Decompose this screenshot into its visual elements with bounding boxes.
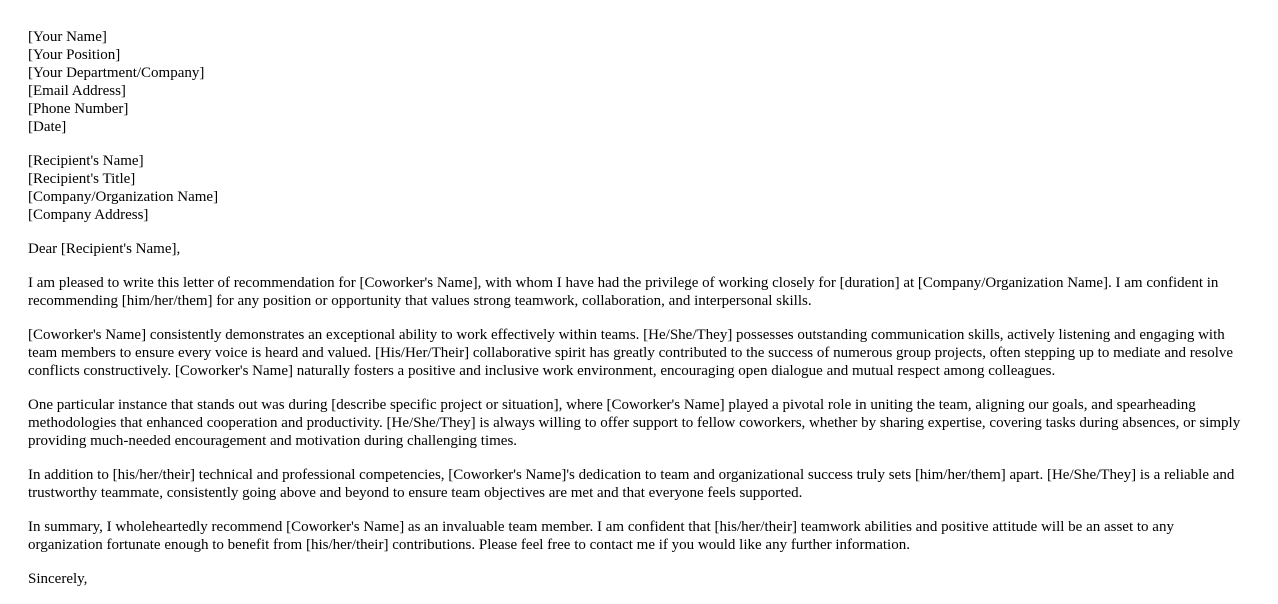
recipient-block [28,152,1250,224]
sender-email: [Email Address] [28,83,126,99]
paragraph-dedication: In addition to [his/her/their] technical and professional competencies, [Coworker's Name]'s dedication to team and organizational success truly sets [him/her/them] apart. [He/She/They] is a reliable and trustworthy teammate, consistently going above and beyond to ensure team objectives are met and that everyone feels supported. [28,467,1235,501]
sender-position: [Your Position] [28,47,121,63]
paragraph-teamwork: [Coworker's Name] consistently demonstrates an exceptional ability to work effectively within teams. [He/She/They] possesses outstanding communication skills, actively listening and engaging with team members to ensure every voice is heard and valued. [His/Her/Their] collaborative spirit has greatly contributed to the success of numerous group projects, often stepping up to mediate and resolve conflicts constructively. [Coworker's Name] naturally fosters a positive and inclusive work environment, encouraging open dialogue and mutual respect among colleagues. [28,327,1234,379]
sender-department: [Your Department/Company] [28,65,205,81]
closing: Sincerely, [28,571,88,587]
sender-phone: [Phone Number] [28,101,129,117]
recipient-title: [Recipient's Title] [28,171,136,187]
paragraph-summary: In summary, I wholeheartedly recommend [Coworker's Name] as an invaluable team member. I am confident that [his/her/their] teamwork abilities and positive attitude will be an asset to any organization fortunate enough to benefit from [his/her/their] contributions. Please feel free to contact me if you would like any further information. [28,519,1174,553]
recipient-address: [Company Address] [28,207,149,223]
letter-date: [Date] [28,119,67,135]
salutation: Dear [Recipient's Name], [28,241,181,257]
sender-block [28,28,1250,136]
paragraph-example: One particular instance that stands out was during [describe specific project or situation], where [Coworker's Name] played a pivotal role in uniting the team, aligning our goals, and spearheading methodologies that enhanced cooperation and productivity. [He/She/They] is always willing to offer support to fellow coworkers, whether by sharing expertise, covering tasks during absences, or simply providing much-needed encouragement and motivation during challenging times. [28,397,1241,449]
recipient-name: [Recipient's Name] [28,153,144,169]
sender-name: [Your Name] [28,29,107,45]
letter-page [28,28,1250,604]
recipient-company: [Company/Organization Name] [28,189,219,205]
paragraph-intro: I am pleased to write this letter of recommendation for [Coworker's Name], with whom I have had the privilege of working closely for [duration] at [Company/Organization Name]. I am confident in recommending [him/her/them] for any position or opportunity that values strong teamwork, collaboration, and interpersonal skills. [28,275,1219,309]
